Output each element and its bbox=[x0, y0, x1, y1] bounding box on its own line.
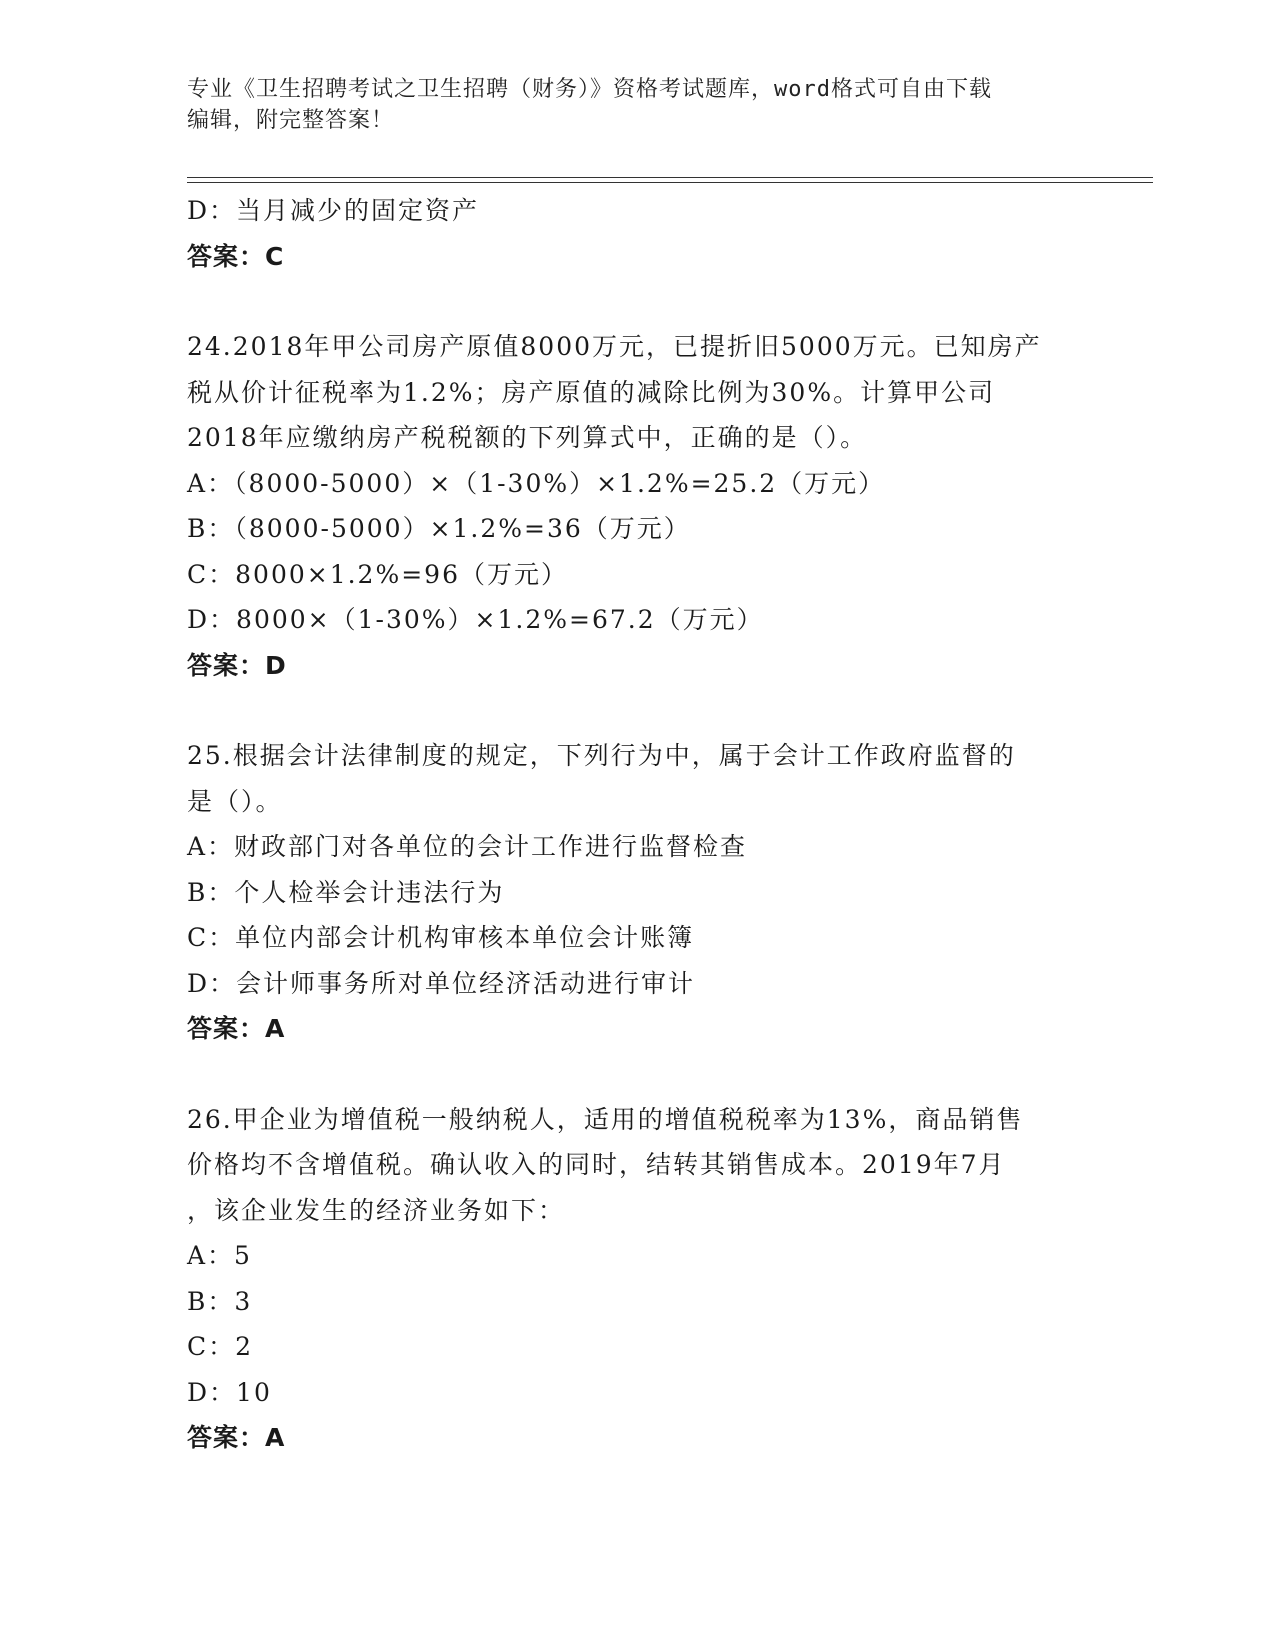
question-content bbox=[187, 188, 1087, 1461]
header-divider-bottom bbox=[187, 182, 1153, 183]
q26-option-d: D：10 bbox=[187, 1377, 272, 1407]
document-header bbox=[187, 74, 1087, 136]
q25-option-b: B：个人检举会计违法行为 bbox=[187, 877, 505, 907]
spacer bbox=[187, 688, 1087, 733]
q24-answer: 答案：D bbox=[187, 650, 287, 680]
q26-stem-line-1: 26.甲企业为增值税一般纳税人，适用的增值税税率为13%，商品销售 bbox=[187, 1104, 1024, 1134]
question-25 bbox=[187, 733, 1087, 1052]
q26-option-a: A：5 bbox=[187, 1241, 252, 1270]
prev-answer: 答案：C bbox=[187, 241, 285, 271]
q25-stem-line-2: 是（）。 bbox=[187, 786, 283, 816]
q25-answer: 答案：A bbox=[187, 1014, 286, 1043]
header-divider-top bbox=[187, 177, 1153, 178]
prev-option-d: D：当月减少的固定资产 bbox=[187, 196, 480, 225]
q26-answer: 答案：A bbox=[187, 1423, 286, 1452]
q26-stem-line-2: 价格均不含增值税。确认收入的同时，结转其销售成本。2019年7月 bbox=[187, 1150, 1006, 1179]
q25-stem-line-1: 25.根据会计法律制度的规定，下列行为中，属于会计工作政府监督的 bbox=[187, 741, 1016, 770]
q25-option-c: C：单位内部会计机构审核本单位会计账簿 bbox=[187, 923, 695, 952]
question-24 bbox=[187, 324, 1087, 688]
q24-option-c: C：8000×1.2%=96（万元） bbox=[187, 559, 568, 589]
question-26 bbox=[187, 1097, 1087, 1461]
q24-stem-line-2: 税从价计征税率为1.2%；房产原值的减除比例为30%。计算甲公司 bbox=[187, 377, 996, 407]
header-line-2: 编辑，附完整答案！ bbox=[187, 108, 395, 133]
q26-stem-line-3: ，该企业发生的经济业务如下： bbox=[187, 1195, 566, 1225]
q25-option-d: D：会计师事务所对单位经济活动进行审计 bbox=[187, 968, 696, 998]
q26-option-c: C：2 bbox=[187, 1332, 254, 1361]
q26-option-b: B：3 bbox=[187, 1286, 253, 1316]
q24-option-a: A：（8000-5000）×（1-30%）×1.2%=25.2（万元） bbox=[187, 468, 886, 498]
q24-option-b: B：（8000-5000）×1.2%=36（万元） bbox=[187, 514, 691, 543]
q24-stem-line-1: 24.2018年甲公司房产原值8000万元，已提折旧5000万元。已知房产 bbox=[187, 332, 1042, 361]
spacer bbox=[187, 1052, 1087, 1097]
q24-stem-line-3: 2018年应缴纳房产税税额的下列算式中，正确的是（）。 bbox=[187, 423, 868, 452]
q24-option-d: D：8000×（1-30%）×1.2%=67.2（万元） bbox=[187, 605, 764, 634]
q25-option-a: A：财政部门对各单位的会计工作进行监督检查 bbox=[187, 832, 748, 861]
header-line-1: 专业《卫生招聘考试之卫生招聘（财务）》资格考试题库，word格式可自由下载 bbox=[187, 77, 992, 102]
spacer bbox=[187, 279, 1087, 324]
